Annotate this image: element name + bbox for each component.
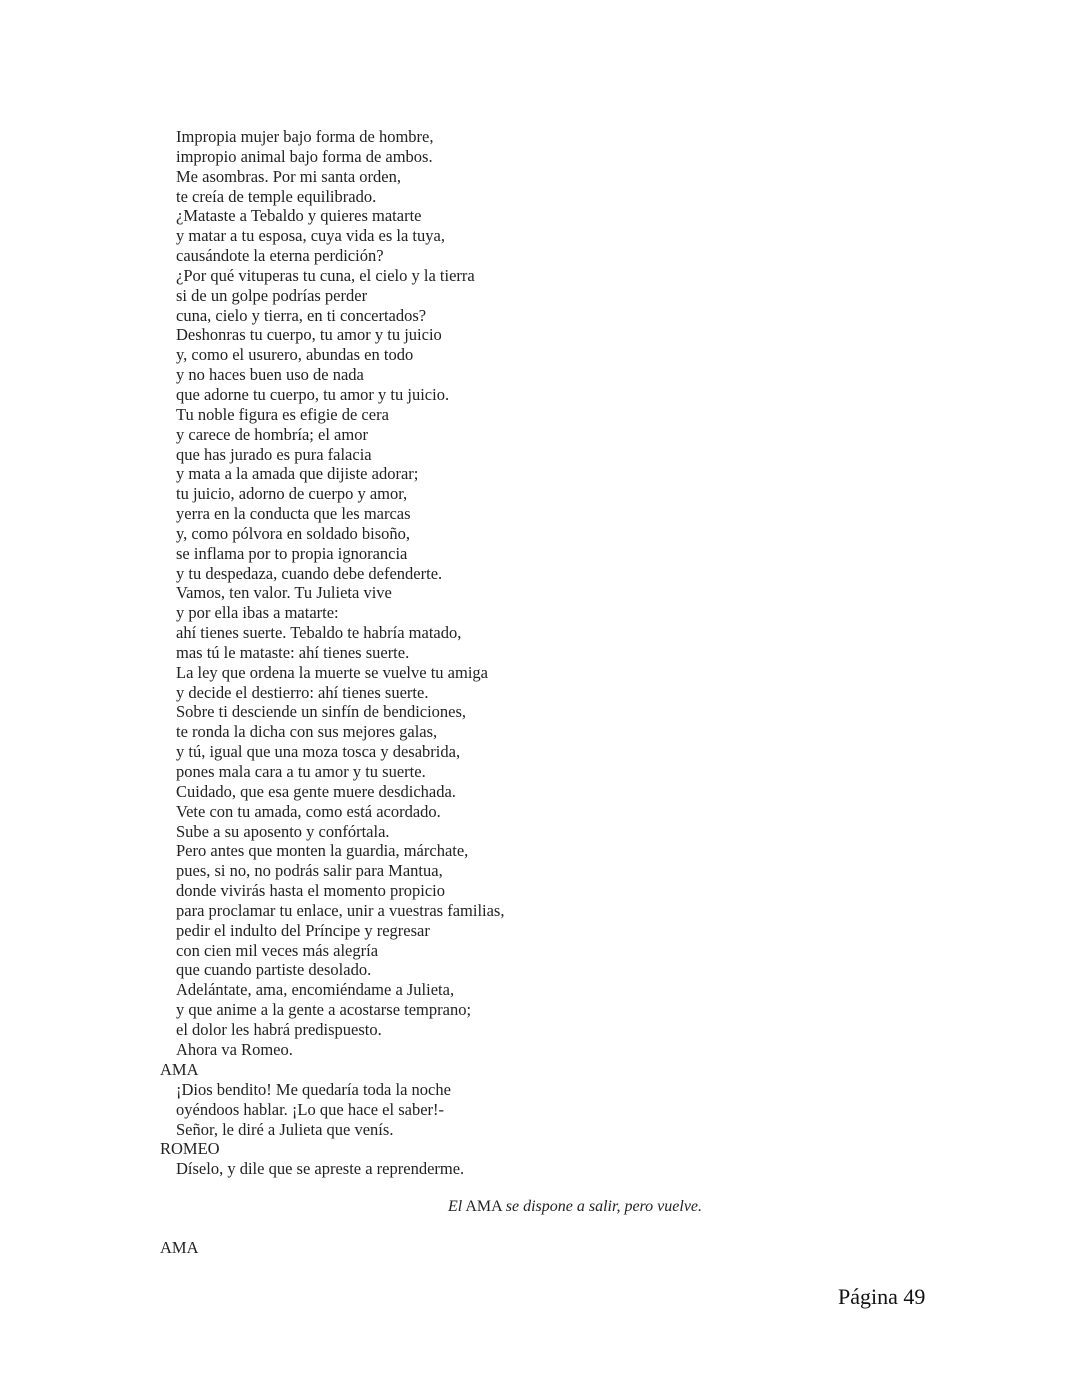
- page-number: Página 49: [838, 1284, 926, 1309]
- verse-line: Cuidado, que esa gente muere desdichada.: [176, 781, 456, 801]
- verse-line: que cuando partiste desolado.: [176, 960, 372, 980]
- verse-line: Díselo, y dile que se apreste a reprenderme.: [176, 1159, 465, 1179]
- verse-line: pues, si no, no podrás salir para Mantua,: [176, 861, 443, 881]
- verse-line: se inflama por to propia ignorancia: [176, 543, 408, 563]
- verse-line: y carece de hombría; el amor: [176, 424, 368, 444]
- verse-line: te creía de temple equilibrado.: [176, 186, 377, 206]
- verse-line: ¿Mataste a Tebaldo y quieres matarte: [176, 206, 422, 226]
- verse-line: causándote la eterna perdición?: [176, 246, 384, 266]
- verse-line: que adorne tu cuerpo, tu amor y tu juicio.: [176, 384, 450, 404]
- verse-line: que has jurado es pura falacia: [176, 444, 372, 464]
- verse-line: ahí tienes suerte. Tebaldo te habría matado,: [176, 623, 462, 643]
- verse-line: y matar a tu esposa, cuya vida es la tuya,: [176, 226, 445, 246]
- verse-line: donde vivirás hasta el momento propicio: [176, 881, 445, 901]
- verse-line: te ronda la dicha con sus mejores galas,: [176, 722, 438, 742]
- verse-line: ¡Dios bendito! Me quedaría toda la noche: [176, 1079, 451, 1099]
- verse-line: y por ella ibas a matarte:: [176, 603, 339, 623]
- verse-line: Tu noble figura es efigie de cera: [176, 404, 389, 424]
- verse-line: Pero antes que monten la guardia, márchate,: [176, 841, 469, 861]
- verse-line: y, como el usurero, abundas en todo: [176, 345, 414, 365]
- verse-line: mas tú le mataste: ahí tienes suerte.: [176, 642, 410, 662]
- stage-direction-text: se dispone a salir, pero vuelve.: [505, 1198, 703, 1215]
- verse-line: impropio animal bajo forma de ambos.: [176, 146, 433, 166]
- verse-line: y tú, igual que una moza tosca y desabrida,: [176, 742, 461, 762]
- stage-direction-character: AMA: [465, 1198, 502, 1215]
- verse-line: Me asombras. Por mi santa orden,: [176, 166, 401, 186]
- verse-line: y, como pólvora en soldado bisoño,: [176, 523, 411, 543]
- verse-line: Adelántate, ama, encomiéndame a Julieta,: [176, 980, 455, 1000]
- verse-line: Impropia mujer bajo forma de hombre,: [176, 127, 434, 146]
- verse-line: y mata a la amada que dijiste adorar;: [176, 464, 419, 484]
- verse-line: Deshonras tu cuerpo, tu amor y tu juicio: [176, 325, 442, 345]
- verse-line: cuna, cielo y tierra, en ti concertados?: [176, 305, 427, 325]
- speaker-name: ROMEO: [160, 1139, 220, 1159]
- verse-line: ¿Por qué vituperas tu cuna, el cielo y la tierra: [176, 265, 475, 285]
- verse-block: [160, 127, 504, 1060]
- verse-line: y decide el destierro: ahí tienes suerte.: [176, 682, 429, 702]
- verse-line: Señor, le diré a Julieta que venís.: [176, 1119, 394, 1139]
- verse-line: Vamos, ten valor. Tu Julieta vive: [176, 583, 392, 603]
- verse-line: Ahora va Romeo.: [176, 1039, 293, 1059]
- verse-line: yerra en la conducta que les marcas: [176, 504, 411, 524]
- verse-line: Sube a su aposento y confórtala.: [176, 821, 390, 841]
- speaker-name: AMA: [160, 1060, 199, 1079]
- verse-line: si de un golpe podrías perder: [176, 285, 368, 305]
- verse-line: oyéndoos hablar. ¡Lo que hace el saber!-: [176, 1099, 445, 1119]
- verse-line: con cien mil veces más alegría: [176, 940, 379, 960]
- verse-line: pones mala cara a tu amor y tu suerte.: [176, 762, 426, 781]
- verse-line: La ley que ordena la muerte se vuelve tu amiga: [176, 662, 488, 682]
- verse-line: y no haces buen uso de nada: [176, 365, 364, 385]
- verse-line: para proclamar tu enlace, unir a vuestras familias,: [176, 900, 505, 920]
- verse-line: Vete con tu amada, como está acordado.: [176, 801, 441, 821]
- verse-line: y tu despedaza, cuando debe defenderte.: [176, 563, 443, 583]
- verse-line: pedir el indulto del Príncipe y regresar: [176, 920, 430, 940]
- verse-line: y que anime a la gente a acostarse temprano;: [176, 1000, 472, 1020]
- speaker-name: AMA: [160, 1238, 199, 1257]
- verse-line: Sobre ti desciende un sinfín de bendiciones,: [176, 702, 467, 722]
- verse-line: el dolor les habrá predispuesto.: [176, 1019, 382, 1039]
- stage-direction: [0, 1197, 1080, 1217]
- dialogue-block: [160, 1060, 464, 1179]
- verse-line: tu juicio, adorno de cuerpo y amor,: [176, 484, 408, 504]
- stage-direction-prefix: El: [447, 1198, 463, 1215]
